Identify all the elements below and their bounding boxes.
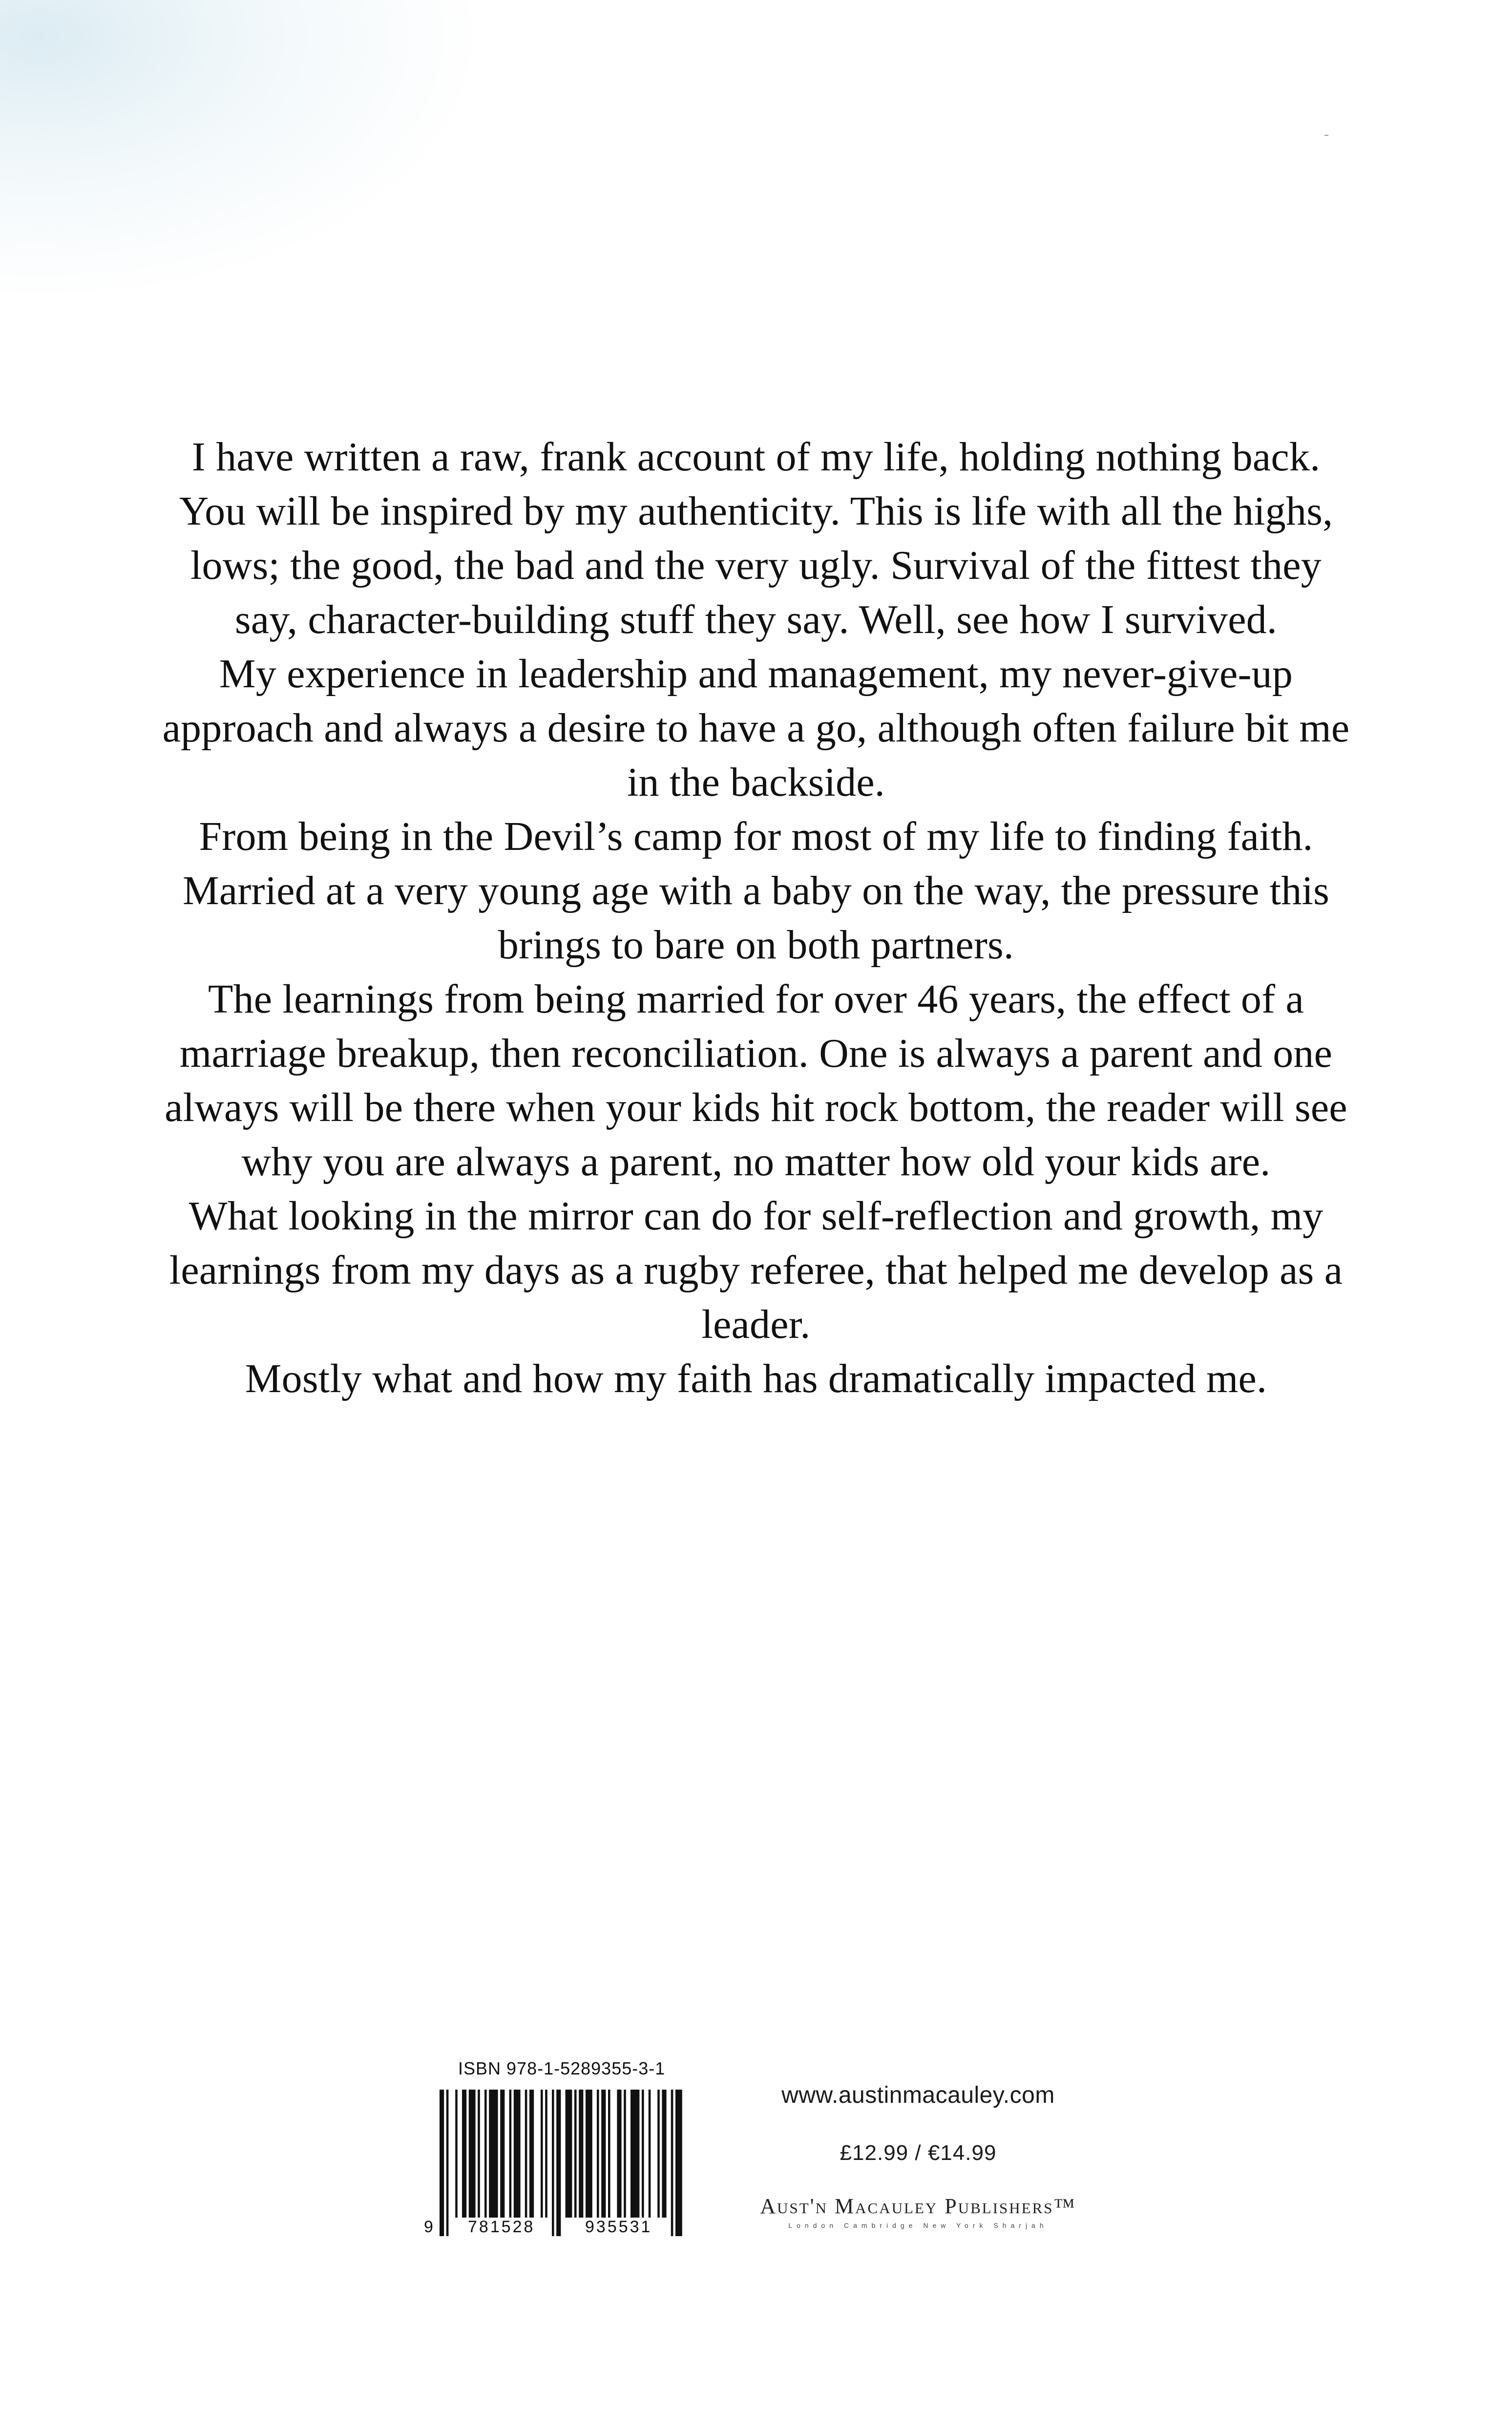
publisher-website: www.austinmacauley.com — [781, 2082, 1055, 2108]
publisher-info — [742, 2082, 1094, 2229]
barcode-bar — [509, 2090, 512, 2218]
barcode-bar — [586, 2090, 592, 2218]
blurb-paragraph-6: Mostly what and how my faith has dramatically impacted me. — [245, 1356, 1267, 1401]
isbn-label: ISBN 978-1-5289355-3-1 — [458, 2058, 666, 2078]
barcode-bar — [440, 2090, 444, 2236]
blurb-text — [161, 430, 1351, 1406]
book-price: £12.99 / €14.99 — [840, 2141, 997, 2165]
blurb-paragraph-4: The learnings from being married for over 46 years, the effect of a marriage breakup, then reconciliation. One is always a parent and one always will be there when your kids hit rock bottom, the reader will see why you are always a parent, no matter how old your kids are. — [165, 976, 1347, 1185]
barcode-bar — [462, 2090, 466, 2218]
publisher-logo: Aust'n Macauley Publishers™ — [760, 2194, 1076, 2218]
barcode-lead-digit: 9 — [424, 2218, 435, 2236]
barcode-bar — [525, 2090, 527, 2218]
blurb-paragraph-1: I have written a raw, frank account of my life, holding nothing back. You will be inspired by my authenticity. This is life with all the highs, lows; the good, the bad and the very ugly. Survival of the fittest they say, character-building stuff they say. Well, see how I survived. — [179, 434, 1333, 642]
barcode-bar — [662, 2090, 666, 2218]
barcode-bar — [541, 2090, 543, 2218]
barcode-bars — [435, 2090, 708, 2236]
cover-corner-tint — [0, 0, 488, 303]
barcode-bar — [545, 2090, 547, 2218]
barcode-bar — [455, 2090, 458, 2218]
print-speck — [1324, 135, 1328, 136]
barcode-bar — [556, 2090, 561, 2236]
blurb-paragraph-2: My experience in leadership and management, my never-give-up approach and always a desire to have a go, although often failure bit me in the backside. — [162, 651, 1350, 805]
barcode-bar — [630, 2090, 639, 2218]
blurb-paragraph-3: From being in the Devil’s camp for most of my life to finding faith. Married at a very young age with a baby on the way, the pressure this brings to bare on both partners. — [183, 814, 1329, 968]
blurb-paragraph-5: What looking in the mirror can do for self-reflection and growth, my learnings from my days as a rugby referee, that helped me develop as a leader. — [169, 1193, 1343, 1347]
barcode-bar — [608, 2090, 610, 2218]
barcode-bar — [529, 2090, 534, 2218]
barcode-left-digits: 781528 — [468, 2218, 535, 2236]
barcode-bar — [500, 2090, 504, 2218]
barcode-bar — [489, 2090, 498, 2218]
barcode-bar — [649, 2090, 651, 2218]
publisher-cities: London Cambridge New York Sharjah — [788, 2222, 1048, 2229]
barcode-bar — [671, 2090, 673, 2236]
barcode-bar — [601, 2090, 606, 2218]
barcode-bar — [469, 2090, 476, 2218]
barcode-bar — [624, 2090, 626, 2218]
barcode-bar — [514, 2090, 521, 2218]
barcode-bar — [597, 2090, 599, 2218]
barcode-right-digits: 935531 — [585, 2218, 652, 2236]
barcode-bar — [642, 2090, 644, 2218]
isbn-barcode — [424, 2058, 717, 2259]
barcode-bar — [657, 2090, 660, 2218]
barcode-bar — [617, 2090, 621, 2218]
barcode-bar — [574, 2090, 577, 2218]
barcode-bar — [675, 2090, 682, 2236]
barcode-bar — [552, 2090, 554, 2236]
barcode-bar — [446, 2090, 449, 2236]
barcode-bar — [579, 2090, 583, 2218]
barcode-bar — [484, 2090, 487, 2218]
barcode-bar — [478, 2090, 480, 2218]
barcode-bar — [566, 2090, 572, 2218]
